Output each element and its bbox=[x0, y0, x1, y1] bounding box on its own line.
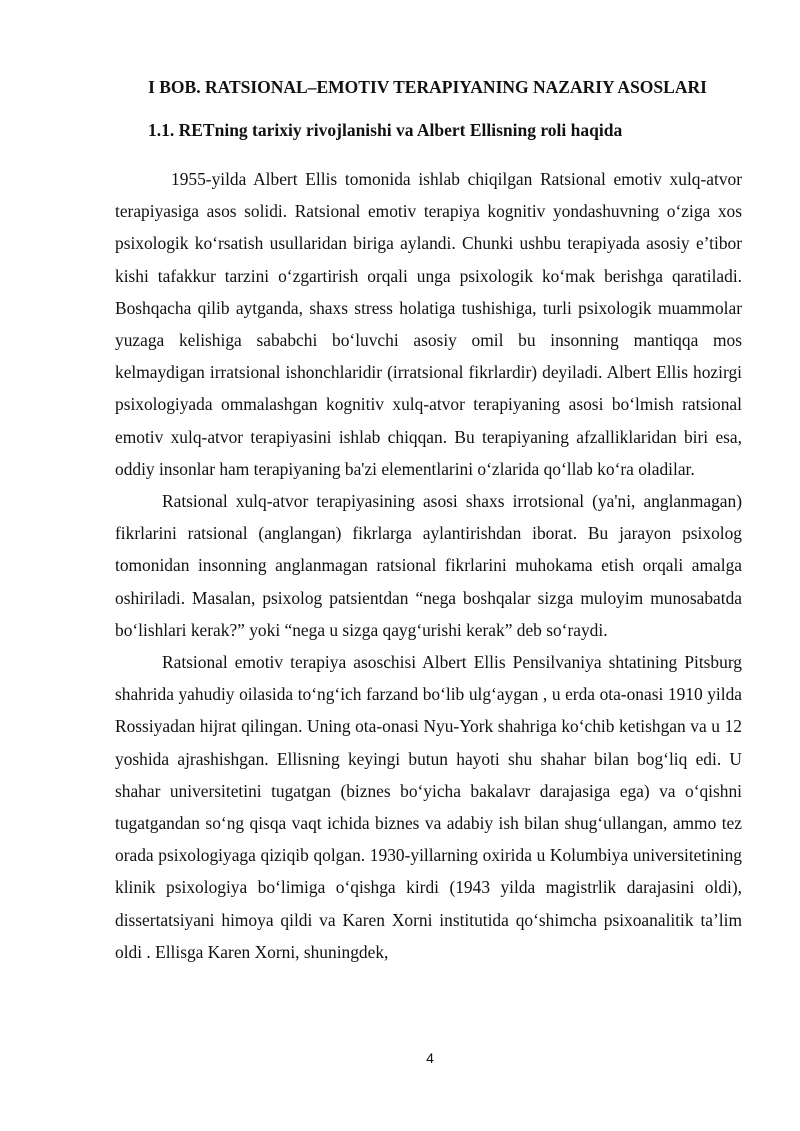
body-text bbox=[115, 163, 742, 968]
paragraph: Ratsional xulq-atvor terapiyasining asosi shaxs irrotsional (ya'ni, anglanmagan) fikrlarini ratsional (anglangan) fikrlarga aylantirishdan iborat. Bu jarayon psixolog tomonidan insonning anglanmagan ratsional fikrlarini muhokama etish orqali amalga oshiriladi. Masalan, psixolog patsientdan “nega boshqalar sizga muloyim munosabatda bo‘lishlari kerak?” yoki “nega u sizga qayg‘urishi kerak” deb so‘raydi. bbox=[115, 491, 742, 640]
paragraph: Ratsional emotiv terapiya asoschisi Albert Ellis Pensilvaniya shtatining Pitsburg shahrida yahudiy oilasida to‘ng‘ich farzand bo‘lib ulg‘aygan , u erda ota-onasi 1910 yilda Rossiyadan hijrat qilingan. Uning ota-onasi Nyu-York shahriga ko‘chib ketishgan va u 12 yoshida ajrashishgan. Ellisning keyingi butun hayoti shu shahar bilan bog‘liq edi. U shahar universitetini tugatgan (biznes bo‘yicha bakalavr darajasiga ega) va o‘qishni tugatgandan so‘ng qisqa vaqt ichida biznes va adabiy ish bilan shug‘ullangan, ammo tez orada psixologiyaga qiziqib qolgan. 1930-yillarning oxirida u Kolumbiya universitetining klinik psixologiya bo‘limiga o‘qishga kirdi (1943 yilda magistrlik darajasini oldi), dissertatsiyani himoya qildi va Karen Xorni institutida qo‘shimcha psixoanalitik ta’lim oldi . Ellisga Karen Xorni, shuningdek, bbox=[115, 652, 742, 962]
section-title: 1.1. RETning tarixiy rivojlanishi va Albert Ellisning roli haqida bbox=[148, 120, 623, 140]
chapter-title: I BOB. RATSIONAL–EMOTIV TERAPIYANING NAZARIY ASOSLARI bbox=[148, 77, 707, 97]
paragraph: 1955-yilda Albert Ellis tomonida ishlab chiqilgan Ratsional emotiv xulq-atvor terapiyasiga asos solidi. Ratsional emotiv terapiya kognitiv yondashuvning o‘ziga xos psixologik ko‘rsatish usullaridan biriga aylandi. Chunki ushbu terapiyada asosiy e’tibor kishi tafakkur tarzini o‘zgartirish orqali unga psixologik ko‘mak berishga qaratiladi. Boshqacha qilib aytganda, shaxs stress holatiga tushishiga, turli psixologik muammolar yuzaga kelishiga sababchi bo‘luvchi asosiy omil bu insonning mantiqqa mos kelmaydigan irratsional ishonchlaridir (irratsional fikrlardir) deyiladi. Albert Ellis hozirgi psixologiyada ommalashgan kognitiv xulq-atvor terapiyaning asosi bo‘lmish ratsional emotiv xulq-atvor terapiyasini ishlab chiqqan. Bu terapiyaning afzalliklaridan biri esa, oddiy insonlar ham terapiyaning ba'zi elementlarini o‘zlarida qo‘llab ko‘ra oladilar. bbox=[115, 169, 742, 479]
page-number: 4 bbox=[426, 1050, 434, 1066]
